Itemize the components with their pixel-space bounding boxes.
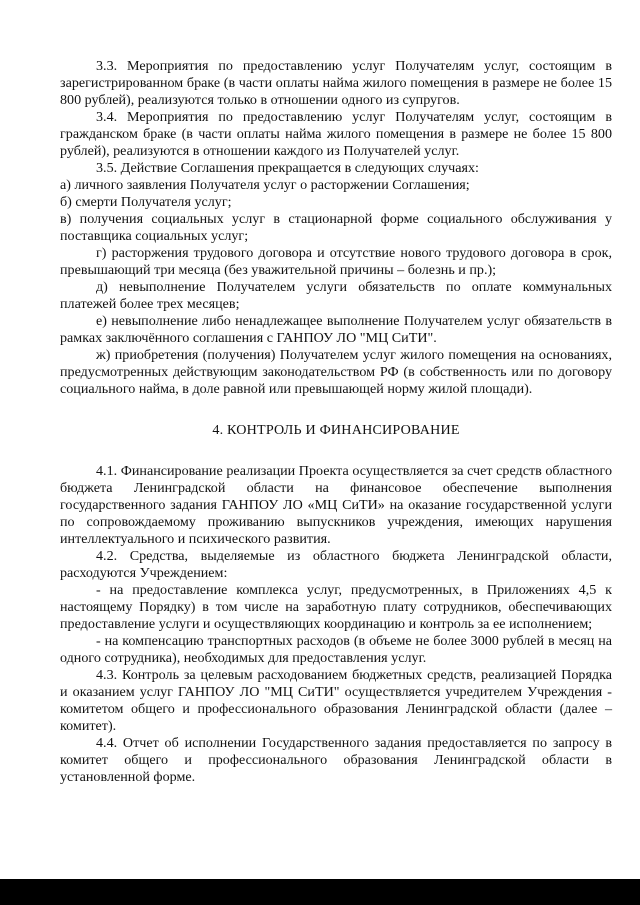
list-item-zh: ж) приобретения (получения) Получателем услуг жилого помещения на основаниях, предусмотренных действующим законодательством РФ (в собственность или по договору социального найма, в доле равной или превышающей норму жилой площади).: [60, 347, 612, 397]
paragraph-4-2: 4.2. Средства, выделяемые из областного бюджета Ленинградской области, расходуются Учреждением:: [60, 548, 612, 581]
list-item-v: в) получения социальных услуг в стационарной форме социального обслуживания у поставщика социальных услуг;: [60, 211, 612, 244]
list-item-d: д) невыполнение Получателем услуги обязательств по оплате коммунальных платежей более трех месяцев;: [60, 279, 612, 312]
paragraph-3-3: 3.3. Мероприятия по предоставлению услуг Получателям услуг, состоящим в зарегистрированном браке (в части оплаты найма жилого помещения в размере не более 15 800 рублей), реализуются только в отношении одного из супругов.: [60, 58, 612, 108]
scan-bottom-border: [0, 879, 640, 905]
list-item-e: е) невыполнение либо ненадлежащее выполнение Получателем услуг обязательств в рамках заключённого соглашения с ГАНПОУ ЛО "МЦ СиТИ".: [60, 313, 612, 346]
paragraph-4-1: 4.1. Финансирование реализации Проекта осуществляется за счет средств областного бюджета Ленинградской области на финансовое обеспечение выполнения государственного задания ГАНПОУ ЛО «МЦ СиТИ» на оказание государственной услуги по сопровождаемому проживанию выпускников учреждения, имеющих нарушения интеллектуального и психического развития.: [60, 463, 612, 547]
paragraph-3-5: 3.5. Действие Соглашения прекращается в следующих случаях:: [96, 160, 479, 176]
dash-item-1: - на предоставление комплекса услуг, предусмотренных, в Приложениях 4,5 к настоящему Порядку) в том числе на заработную плату сотрудников, обеспечивающих предоставление услуги и осуществляющих координацию и контроль за ее исполнением;: [60, 582, 612, 632]
document-page: [60, 58, 612, 786]
paragraph-4-4: 4.4. Отчет об исполнении Государственного задания предоставляется по запросу в комитет общего и профессионального образования Ленинградской области в установленной форме.: [60, 735, 612, 785]
dash-item-2: - на компенсацию транспортных расходов (в объеме не более 3000 рублей в месяц на одного сотрудника), необходимых для предоставления услуг.: [60, 633, 612, 666]
list-item-g: г) расторжения трудового договора и отсутствие нового трудового договора в срок, превышающий три месяца (без уважительной причины – болезнь и пр.);: [60, 245, 612, 278]
paragraph-3-4: 3.4. Мероприятия по предоставлению услуг Получателям услуг, состоящим в гражданском браке (в части оплаты найма жилого помещения в размере не более 15 800 рублей), реализуются в отношении каждого из Получателей услуг.: [60, 109, 612, 159]
section-heading: 4. КОНТРОЛЬ И ФИНАНСИРОВАНИЕ: [212, 422, 460, 438]
list-item-a: а) личного заявления Получателя услуг о расторжении Соглашения;: [60, 177, 470, 193]
paragraph-4-3: 4.3. Контроль за целевым расходованием бюджетных средств, реализацией Порядка и оказанием услуг ГАНПОУ ЛО "МЦ СиТИ" осуществляется учредителем Учреждения - комитетом общего и профессионального образования Ленинградской области (далее – комитет).: [60, 667, 612, 734]
list-item-b: б) смерти Получателя услуг;: [60, 194, 232, 210]
